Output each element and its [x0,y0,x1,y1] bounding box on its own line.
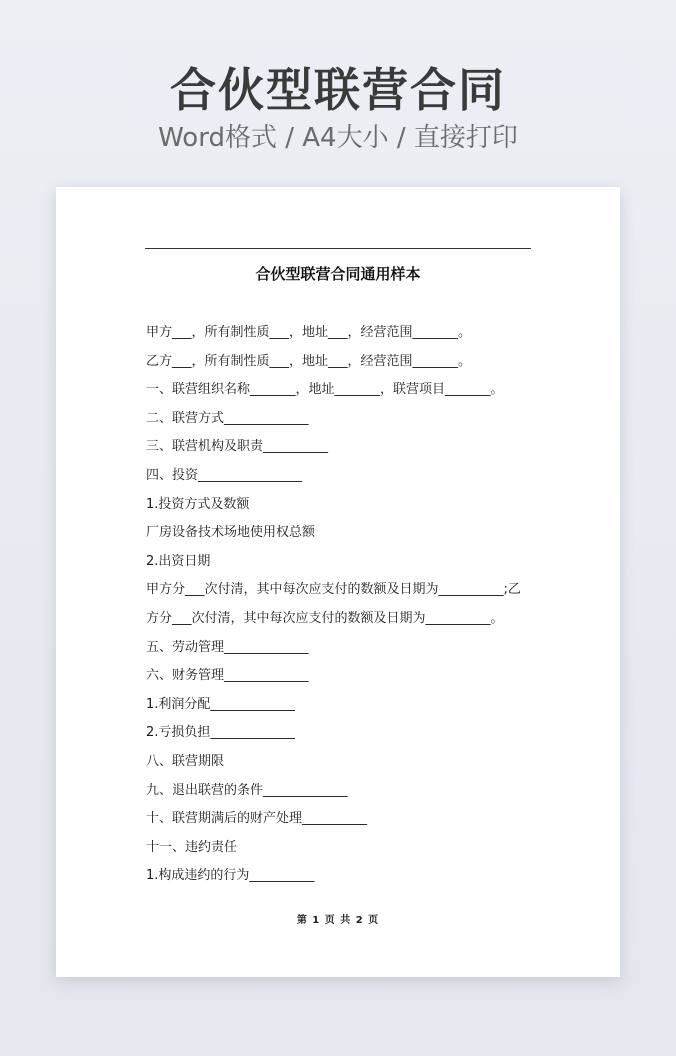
section-2-line: 二、联营方式_____________ [146,410,309,426]
payment-b-line: 方分___次付清，其中每次应支付的数额及日期为__________。 [146,610,504,626]
section-5-line: 五、劳动管理_____________ [146,639,309,655]
banner-subtitle: Word格式 / A4大小 / 直接打印 [158,123,518,153]
section-10-line: 十、联营期满后的财产处理__________ [146,811,368,827]
section-9-line: 九、退出联营的条件_____________ [146,782,348,798]
subsection-6-2-line: 2.亏损负担_____________ [146,725,295,741]
party-a-line: 甲方___，所有制性质___，地址___，经营范围_______。 [146,325,472,340]
document-body [146,319,536,891]
subsection-4-1-line: 1.投资方式及数额 [146,496,250,512]
section-6-line: 六、财务管理_____________ [146,668,309,684]
section-11-line: 十一、违约责任 [146,839,238,855]
header-rule [145,248,531,249]
section-4-line: 四、投资________________ [146,467,303,483]
document-title: 合伙型联营合同通用样本 [255,265,421,283]
document-page [56,187,620,977]
payment-a-line: 甲方分___次付清，其中每次应支付的数额及日期为__________;乙 [146,582,521,598]
section-3-line: 三、联营机构及职责__________ [146,439,329,455]
subsection-4-2-line: 2.出资日期 [146,553,211,569]
assets-line: 厂房设备技术场地使用权总额 [146,525,316,541]
banner-title: 合伙型联营合同 [170,63,506,117]
page-number: 第 1 页 共 2 页 [296,915,380,926]
subsection-11-1-line: 1.构成违约的行为__________ [146,868,315,884]
party-b-line: 乙方___，所有制性质___，地址___，经营范围_______。 [146,353,472,369]
section-8-line: 八、联营期限 [146,753,225,769]
subsection-6-1-line: 1.利润分配_____________ [146,696,295,712]
section-1-line: 一、联营组织名称_______，地址_______，联营项目_______。 [146,382,504,398]
